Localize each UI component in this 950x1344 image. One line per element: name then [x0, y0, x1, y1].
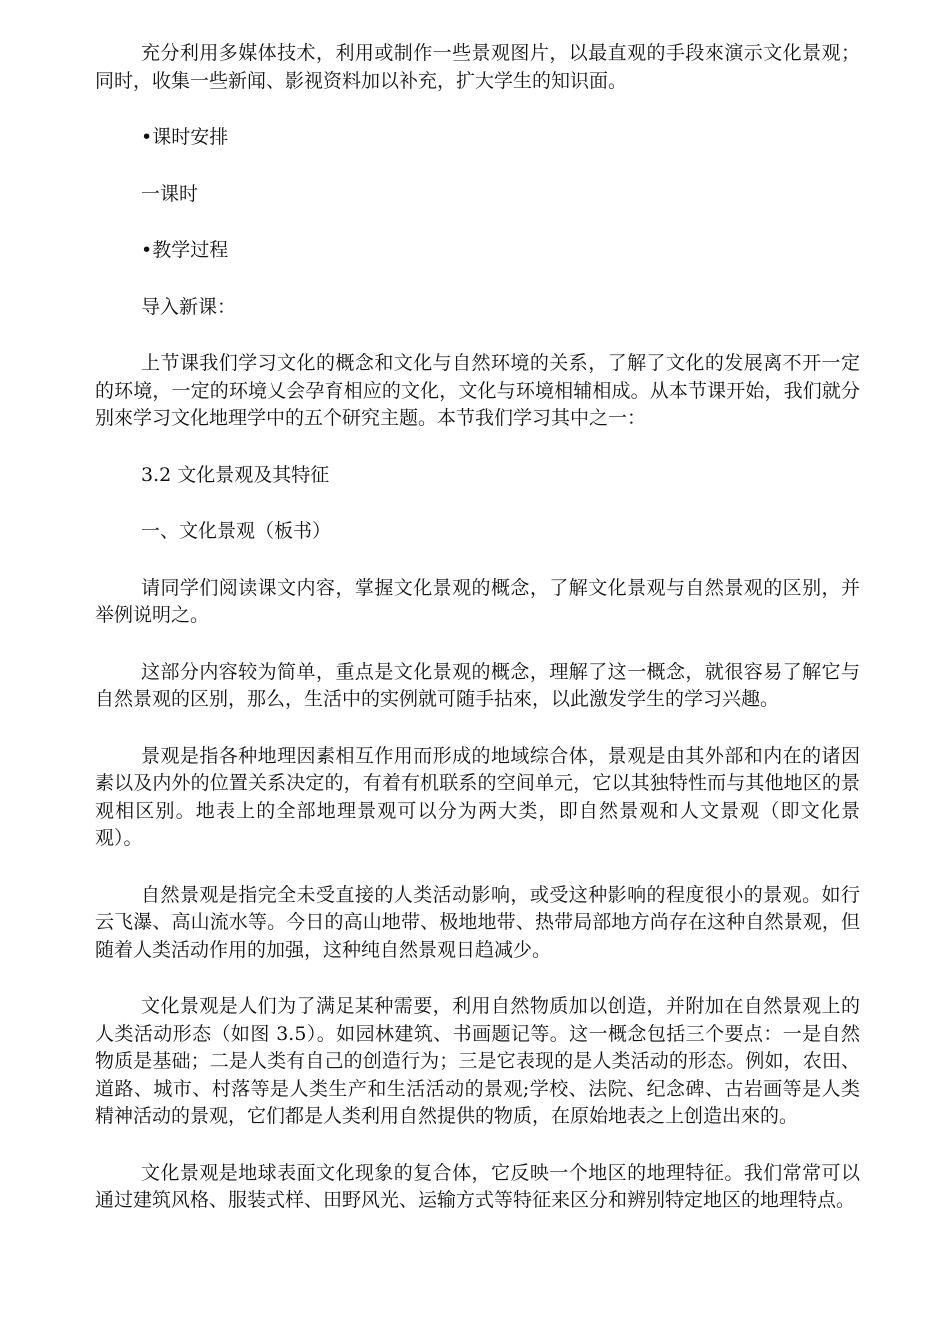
- heading-teaching-process: •教学过程: [141, 239, 229, 261]
- paragraph-reading-task: 请同学们阅读课文内容，掌握文化景观的概念，了解文化景观与自然景观的区别，并举例说明之。: [95, 576, 860, 626]
- section-title: 3.2 文化景观及其特征: [141, 463, 330, 486]
- paragraph-cultural-landscape: 文化景观是人们为了满足某种需要，利用自然物质加以创造，并附加在自然景观上的人类活动形态（如图 3.5）。如园林建筑、书画题记等。这一概念包括三个要点：一是自然物质是基础；二是人类有自己的创造行为；三是它表现的是人类活动的形态。例如，农田、道路、城市、村落等是人类生产和生活活动的景观;学校、法院、纪念碑、古岩画等是人类精神活动的景观，它们都是人类利用自然提供的物质，在原始地表之上创造出來的。: [95, 995, 860, 1127]
- paragraph-intro-label: 导入新课：: [141, 295, 237, 318]
- paragraph-cultural-complex: 文化景观是地球表面文化现象的复合体，它反映一个地区的地理特征。我们常常可以通过建筑风格、服装式样、田野风光、运输方式等特征来区分和辨别特定地区的地理特点。: [95, 1161, 860, 1211]
- paragraph-key-point: 这部分内容较为简单，重点是文化景观的概念，理解了这一概念，就很容易了解它与自然景观的区别，那么，生活中的实例就可随手拈來，以此激发学生的学习兴趣。: [95, 660, 860, 710]
- paragraph-landscape-definition: 景观是指各种地理因素相互作用而形成的地域综合体，景观是由其外部和内在的诸因素以及内外的位置关系决定的，有着有机联系的空间单元，它以其独特性而与其他地区的景观相区别。地表上的全部地理景观可以分为两大类，即自然景观和人文景观（即文化景观）。: [95, 744, 860, 849]
- document-page: [95, 40, 860, 1244]
- paragraph-intro: 上节课我们学习文化的概念和文化与自然环境的关系，了解了文化的发展离不开一定的环境，一定的环境乂会孕育相应的文化，文化与环境相辅相成。从本节课开始，我们就分别來学习文化地理学中的五个研究主题。本节我们学习其中之一：: [95, 352, 860, 429]
- paragraph-one-period: 一课时: [141, 182, 199, 205]
- heading-schedule: •课时安排: [141, 126, 229, 148]
- subsection-title: 一、文化景观（板书）: [141, 520, 332, 542]
- paragraph-multimedia: 充分利用多媒体技术，利用或制作一些景观图片，以最直观的手段來演示文化景观；同时，收集一些新闻、影视资料加以补充，扩大学生的知识面。: [95, 42, 860, 92]
- paragraph-natural-landscape: 自然景观是指完全未受直接的人类活动影响，或受这种影响的程度很小的景观。如行云飞瀑、高山流水等。今日的高山地带、极地地带、热带局部地方尚存在这种自然景观，但随着人类活动作用的加强，这种纯自然景观日趋减少。: [95, 883, 860, 961]
